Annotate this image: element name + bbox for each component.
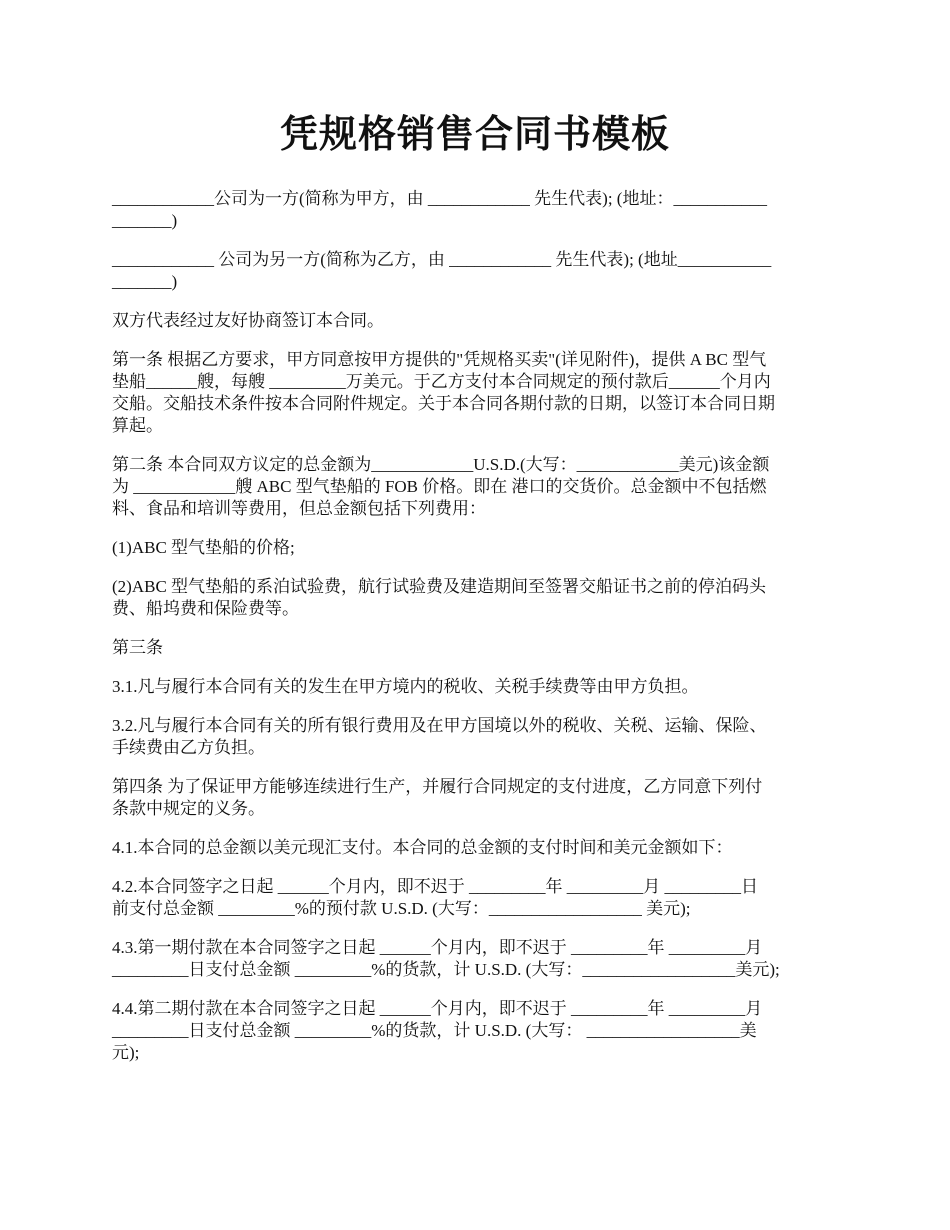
clause-4-3: 4.3.第一期付款在本合同签字之日起 ______个月内，即不迟于 _________年 _________月 _________日支付总金额 _________%的货款，计 U.S.D. (大写：__________________美元); [112, 938, 780, 979]
clause-3-2: 3.2.凡与履行本合同有关的所有银行费用及在甲方国境以外的税收、关税、运输、保险、 手续费由乙方负担。 [112, 716, 767, 757]
article-4: 第四条 为了保证甲方能够连续进行生产，并履行合同规定的支付进度，乙方同意下列付 条款中规定的义务。 [112, 777, 763, 818]
party-a-clause: ____________公司为一方(简称为甲方，由 ____________ 先生代表); (地址：___________ _______) [112, 189, 767, 230]
clause-3-1: 3.1.凡与履行本合同有关的发生在甲方境内的税收、关税手续费等由甲方负担。 [112, 677, 699, 696]
party-b-clause: ____________ 公司为另一方(简称为乙方，由 ____________ 先生代表); (地址___________ _______) [112, 250, 772, 291]
article-1: 第一条 根据乙方要求，甲方同意按甲方提供的"凭规格买卖"(详见附件)，提供 A BC 型气 垫船______艘，每艘 _________万美元。于乙方支付本合同规定的预付款后______个月内 交船。交船技术条件按本合同附件规定。关于本合同各期付款的日期，以签订本合同日期 算起。 [112, 350, 775, 435]
article-2-item-1: (1)ABC 型气垫船的价格; [112, 538, 295, 557]
clause-4-2: 4.2.本合同签字之日起 ______个月内，即不迟于 _________年 _________月 _________日 前支付总金额 _________%的预付款 U.S.D. (大写：__________________ 美元); [112, 877, 758, 918]
article-2-item-2: (2)ABC 型气垫船的系泊试验费，航行试验费及建造期间至签署交船证书之前的停泊码头 费、船坞费和保险费等。 [112, 577, 767, 618]
article-3-heading: 第三条 [112, 638, 163, 657]
article-2: 第二条 本合同双方议定的总金额为____________U.S.D.(大写：____________美元)该金额 为 ____________艘 ABC 型气垫船的 FOB 价格。即在 港口的交货价。总金额中不包括燃 料、食品和培训等费用，但总金额包括下列费用： [112, 455, 770, 518]
agreement-statement: 双方代表经过友好协商签订本合同。 [112, 311, 384, 330]
document-title: 凭规格销售合同书模板 [279, 114, 670, 156]
clause-4-4: 4.4.第二期付款在本合同签字之日起 ______个月内，即不迟于 _________年 _________月 _________日支付总金额 _________%的货款，计 U.S.D. (大写： __________________美 元); [112, 999, 763, 1062]
clause-4-1: 4.1.本合同的总金额以美元现汇支付。本合同的总金额的支付时间和美元金额如下： [112, 838, 733, 857]
